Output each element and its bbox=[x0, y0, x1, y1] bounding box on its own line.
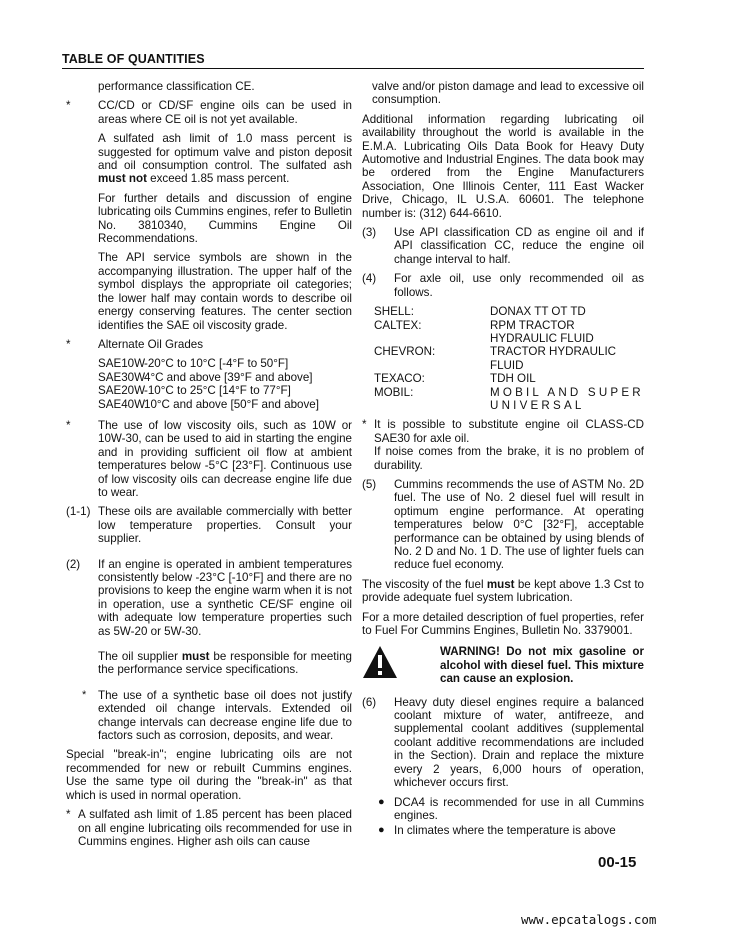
note-item bbox=[66, 99, 352, 126]
left-column bbox=[66, 80, 352, 854]
numbered-item bbox=[66, 505, 352, 545]
grade-row bbox=[98, 384, 352, 397]
text-run: The viscosity of the fuel bbox=[362, 577, 487, 591]
watermark: www.epcatalogs.com bbox=[521, 912, 657, 927]
text-run: be kept above 1.3 Cst to provide adequate fuel system lubrication. bbox=[362, 577, 645, 605]
note-item bbox=[66, 338, 352, 351]
right-column bbox=[362, 80, 644, 844]
bullet-text: In climates where the temperature is above bbox=[394, 824, 616, 838]
paragraph: The API service symbols are shown in the accompanying illustration. The upper half of the symbol displays the appropriate oil categories; the lower half may contain words to describe oil energy conserving features. The center section identifies the SAE oil viscosity grade. bbox=[98, 251, 352, 332]
oil-row bbox=[374, 319, 644, 346]
grade-name: SAE40W bbox=[98, 397, 146, 411]
oil-row bbox=[374, 345, 644, 372]
grade-row bbox=[98, 398, 352, 411]
item-text: Heavy duty diesel engines require a balanced coolant mixture of water, antifreeze, and supplemental coolant additives (supplemental coolant additive recommendations are included in the Section). Drain and replace the mixture every 2 years, 6,000 hours of operation, whichever occurs first. bbox=[394, 695, 644, 790]
bullet-icon: ● bbox=[378, 824, 385, 837]
numbered-item bbox=[362, 272, 644, 299]
header-rule bbox=[62, 68, 644, 69]
oil-brand: MOBIL: bbox=[374, 385, 414, 399]
oil-product: DONAX TT OT TD bbox=[490, 305, 586, 319]
grade-row bbox=[98, 357, 352, 370]
numbered-item bbox=[362, 226, 644, 266]
numbered-item bbox=[362, 696, 644, 790]
paragraph: Special "break-in"; engine lubricating oils are not recommended for new or rebuilt Cummins engines. Use the same type oil during the "break-in" as that which is used in normal operation. bbox=[66, 748, 352, 802]
numbered-item bbox=[66, 558, 352, 638]
bullet-icon: ● bbox=[378, 795, 385, 808]
note-text: A sulfated ash limit of 1.85 percent has been placed on all engine lubricating oils recommended for use in Cummins engines. Higher ash oils can cause bbox=[78, 808, 352, 848]
text-run: exceed 1.85 mass percent. bbox=[146, 172, 290, 186]
note-item bbox=[66, 689, 352, 743]
paragraph bbox=[66, 650, 352, 677]
text-run: The oil supplier bbox=[98, 650, 182, 664]
note-text: It is possible to substitute engine oil CLASS-CD SAE30 for axle oil. bbox=[374, 418, 644, 445]
page-header: TABLE OF QUANTITIES bbox=[62, 52, 205, 66]
paragraph: If noise comes from the brake, it is no problem of durability. bbox=[374, 445, 644, 472]
paragraph: valve and/or piston damage and lead to excessive oil consumption. bbox=[372, 80, 644, 107]
bold-run: must not bbox=[98, 172, 147, 186]
page-number: 00-15 bbox=[598, 854, 637, 871]
text-run: be responsible for meeting the performance service specifications. bbox=[98, 650, 352, 677]
oil-row bbox=[374, 305, 644, 318]
oil-brand: CHEVRON: bbox=[374, 345, 436, 359]
text-run: A sulfated ash limit of 1.0 mass percent is suggested for optimum valve and piston deposit and oil consumption control. The sulfated ash bbox=[98, 132, 352, 173]
warning-box bbox=[362, 645, 644, 685]
paragraph: For a more detailed description of fuel properties, refer to Fuel For Cummins Engines, Bulletin No. 3379001. bbox=[362, 610, 644, 638]
item-number: (3) bbox=[362, 226, 377, 240]
note-item bbox=[66, 808, 352, 848]
grade-range: -20°C to 10°C [-4°F to 50°F] bbox=[144, 357, 289, 371]
item-number: (4) bbox=[362, 272, 377, 286]
note-item bbox=[66, 419, 352, 499]
axle-oil-table bbox=[362, 305, 644, 412]
paragraph: For further details and discussion of engine lubricating oils Cummins engines, refer to Bulletin No. 3810340, Cummins Engine Oil Recommendations. bbox=[98, 191, 352, 246]
oil-row bbox=[374, 386, 644, 413]
oil-brand: SHELL: bbox=[374, 305, 414, 319]
asterisk-marker: * bbox=[66, 99, 71, 113]
note-text: The use of low viscosity oils, such as 10W or 10W-30, can be used to aid in starting the engine and in providing sufficient oil flow at ambient temperatures below -5°C [23°F]. Continuous use of low viscosity oils can decrease engine life due to wear. bbox=[98, 418, 352, 499]
oil-product: RPM TRACTOR HYDRAULIC FLUID bbox=[490, 318, 594, 345]
asterisk-marker: * bbox=[66, 418, 71, 432]
item-text: If an engine is operated in ambient temperatures consistently below -23°C [-10°F] and there are no provisions to keep the engine warm when it is not in operation, use a synthetic CE/SF engine oil with adequate low temperature properties such as 5W-20 or 5W-30. bbox=[98, 557, 352, 638]
item-text: These oils are available commercially with better low temperature properties. Consult your supplier. bbox=[98, 505, 352, 546]
oil-product: TDH OIL bbox=[490, 372, 536, 386]
grades-table bbox=[66, 357, 352, 411]
bold-run: must bbox=[181, 650, 210, 664]
asterisk-marker: * bbox=[362, 418, 367, 432]
bullet-item bbox=[362, 824, 644, 837]
oil-brand: TEXACO: bbox=[374, 372, 425, 386]
grade-range: 4°C and above [39°F and above] bbox=[144, 370, 313, 384]
grade-name: SAE20W bbox=[98, 384, 146, 398]
grade-name: SAE10W bbox=[98, 357, 146, 371]
oil-product: MOBIL AND SUPER UNIVERSAL bbox=[490, 385, 644, 412]
note-text: Alternate Oil Grades bbox=[98, 337, 204, 351]
asterisk-marker: * bbox=[66, 337, 71, 351]
warning-text: WARNING! Do not mix gasoline or alcohol with diesel fuel. This mixture can cause an explosion. bbox=[440, 645, 644, 686]
paragraph bbox=[66, 132, 352, 186]
paragraph: Additional information regarding lubricating oil availability throughout the world is available in the E.M.A. Lubricating Oils Data Book for Heavy Duty Automotive and Industrial Engines. The data book may be ordered from the Engine Manufacturers Association, One Illinois Center, 111 East Wacker Drive, Chicago, IL U.S.A. 60601. The telephone number is: (312) 644-6610. bbox=[362, 112, 644, 220]
bullet-item bbox=[362, 796, 644, 823]
note-text: CC/CD or CD/SF engine oils can be used in areas where CE oil is not yet available. bbox=[98, 99, 352, 126]
paragraph bbox=[362, 578, 644, 605]
asterisk-marker: * bbox=[66, 808, 71, 822]
note-text: The use of a synthetic base oil does not justify extended oil change intervals. Extended oil change intervals can decrease engine life due to factors such as corrosion, deposits, and wear. bbox=[98, 688, 352, 743]
paragraph: performance classification CE. bbox=[98, 80, 255, 93]
note-item bbox=[362, 418, 644, 445]
grade-range: 10°C and above [50°F and above] bbox=[144, 397, 319, 411]
oil-brand: CALTEX: bbox=[374, 318, 422, 332]
grade-name: SAE30W bbox=[98, 370, 146, 384]
grade-row bbox=[98, 371, 352, 384]
oil-product: TRACTOR HYDRAULIC FLUID bbox=[490, 345, 617, 372]
item-text: Cummins recommends the use of ASTM No. 2D fuel. The use of No. 2 diesel fuel will result in optimum engine performance. At operating temperatures below 0°C [32°F], acceptable performance can be obtained by using blends of No. 2 D and No. 1 D. The use of lighter fuels can reduce fuel economy. bbox=[394, 477, 644, 572]
item-text: Use API classification CD as engine oil and if API classification CC, reduce the engine oil change interval to half. bbox=[394, 226, 644, 266]
item-text: For axle oil, use only recommended oil as follows. bbox=[394, 272, 644, 299]
warning-icon bbox=[362, 645, 440, 685]
numbered-item bbox=[362, 478, 644, 572]
oil-row bbox=[374, 372, 644, 385]
item-number: (2) bbox=[66, 557, 81, 571]
item-number: (5) bbox=[362, 477, 377, 491]
item-number: (1-1) bbox=[66, 505, 91, 519]
item-number: (6) bbox=[362, 695, 377, 709]
bullet-text: DCA4 is recommended for use in all Cummins engines. bbox=[394, 795, 644, 822]
bold-run: must bbox=[486, 577, 515, 591]
asterisk-marker: * bbox=[82, 688, 87, 701]
grade-range: -10°C to 25°C [14°F to 77°F] bbox=[144, 384, 291, 398]
